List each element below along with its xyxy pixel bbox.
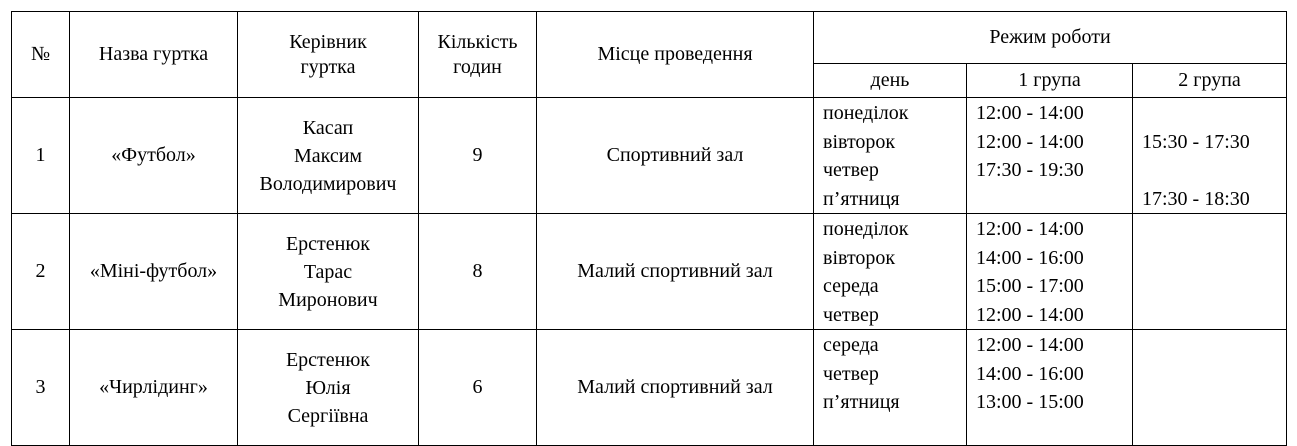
col-header-name: Назва гуртка [70,12,238,98]
cell-group2-times [1133,214,1287,330]
cell-place: Малий спортивний зал [537,214,814,330]
table-row [12,330,1287,446]
cell-num: 1 [12,98,70,214]
cell-place: Спортивний зал [537,98,814,214]
col-header-hours: Кількість годин [419,12,537,98]
col-header-group2: 2 група [1133,64,1287,98]
cell-place: Малий спортивний зал [537,330,814,446]
cell-group2-times [1133,330,1287,446]
cell-group2-times: 15:30 - 17:30 17:30 - 18:30 [1133,98,1287,214]
cell-club-name: «Чирлідинг» [70,330,238,446]
col-header-num: № [12,12,70,98]
header-row [12,12,1287,64]
clubs-schedule-table [11,11,1287,446]
cell-group1-times: 12:00 - 14:00 14:00 - 16:00 13:00 - 15:00 [967,330,1133,446]
cell-days: понеділок вівторок четвер п’ятниця [814,98,967,214]
col-header-day: день [814,64,967,98]
cell-hours: 9 [419,98,537,214]
col-header-place: Місце проведення [537,12,814,98]
cell-num: 2 [12,214,70,330]
cell-leader: Ерстенюк Юлія Сергіївна [238,330,419,446]
cell-group1-times: 12:00 - 14:00 14:00 - 16:00 15:00 - 17:00 12:00 - 14:00 [967,214,1133,330]
col-header-group1: 1 група [967,64,1133,98]
table-row [12,214,1287,330]
cell-leader: Касап Максим Володимирович [238,98,419,214]
cell-club-name: «Футбол» [70,98,238,214]
col-header-schedule: Режим роботи [814,12,1287,64]
cell-leader: Ерстенюк Тарас Миронович [238,214,419,330]
col-header-leader: Керівник гуртка [238,12,419,98]
cell-days: понеділок вівторок середа четвер [814,214,967,330]
cell-days: середа четвер п’ятниця [814,330,967,446]
table-row [12,98,1287,214]
cell-hours: 6 [419,330,537,446]
cell-num: 3 [12,330,70,446]
cell-group1-times: 12:00 - 14:00 12:00 - 14:00 17:30 - 19:30 [967,98,1133,214]
cell-hours: 8 [419,214,537,330]
cell-club-name: «Міні-футбол» [70,214,238,330]
